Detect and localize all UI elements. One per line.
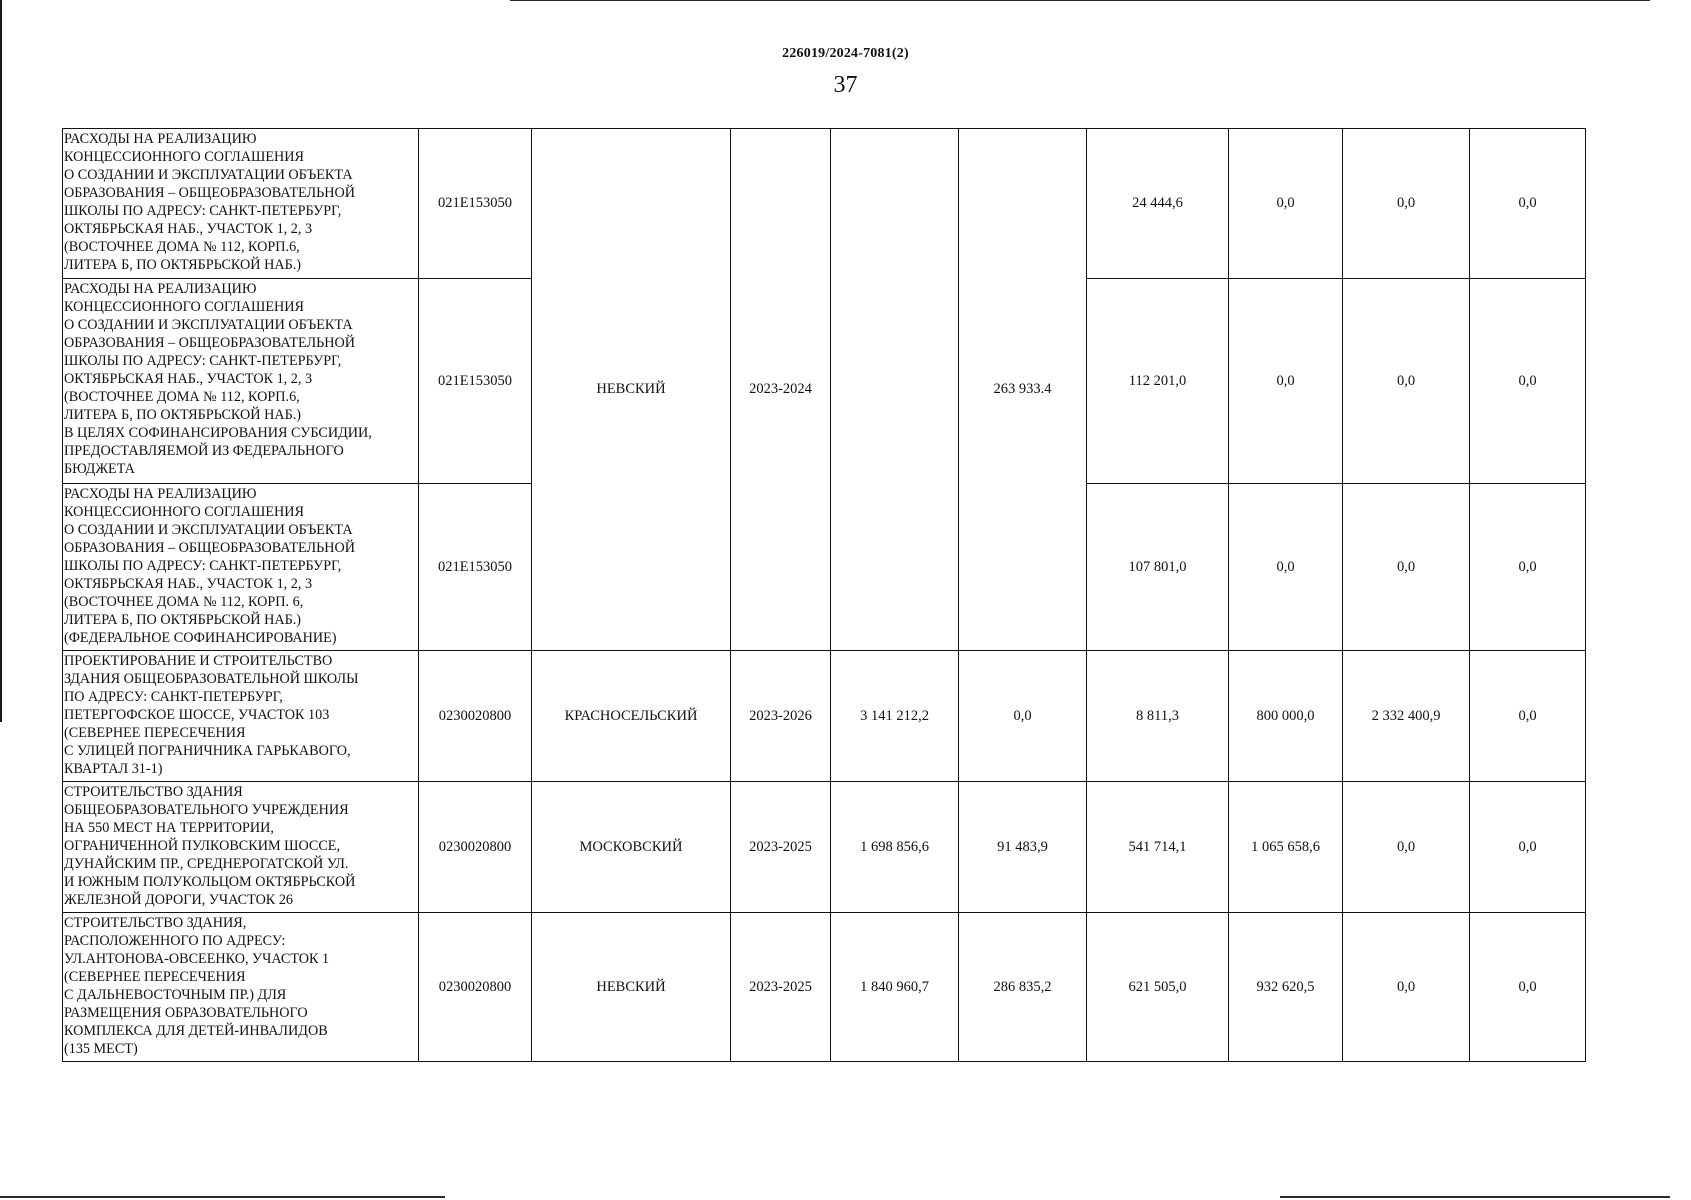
name-line: ОКТЯБРЬСКАЯ НАБ., УЧАСТОК 1, 2, 3 [64,371,313,388]
name-line: И ЮЖНЫМ ПОЛУКОЛЬЦОМ ОКТЯБРЬСКОЙ [64,874,356,891]
name-line: СТРОИТЕЛЬСТВО ЗДАНИЯ, [64,915,247,931]
district-cell: МОСКОВСКИЙ [532,782,731,913]
value-2025-cell: 0,0 [1229,129,1343,279]
years-cell: 2023-2026 [731,651,831,782]
financed-cell: 263 933.4 [959,129,1087,651]
district-cell: КРАСНОСЕЛЬСКИЙ [532,651,731,782]
name-line: ОБРАЗОВАНИЯ – ОБЩЕОБРАЗОВАТЕЛЬНОЙ [64,185,355,202]
value-2026-cell: 0,0 [1343,782,1470,913]
name-line: С УЛИЦЕЙ ПОГРАНИЧНИКА ГАРЬКАВОГО, [64,743,351,760]
total-cost-cell: 1 698 856,6 [831,782,959,913]
value-2027-cell: 0,0 [1470,279,1586,484]
name-line: ЗДАНИЯ ОБЩЕОБРАЗОВАТЕЛЬНОЙ ШКОЛЫ [64,671,359,688]
name-line: РАСХОДЫ НА РЕАЛИЗАЦИЮ [64,486,257,502]
name-line: ЛИТЕРА Б, ПО ОКТЯБРЬСКОЙ НАБ.) [64,407,301,424]
name-line: ОБРАЗОВАНИЯ – ОБЩЕОБРАЗОВАТЕЛЬНОЙ [64,540,355,557]
row-name-cell [63,279,419,484]
code-cell: 021E153050 [419,279,532,484]
name-line: РАСХОДЫ НА РЕАЛИЗАЦИЮ [64,281,257,297]
name-line: ПО АДРЕСУ: САНКТ-ПЕТЕРБУРГ, [64,689,283,706]
name-line: О СОЗДАНИИ И ЭКСПЛУАТАЦИИ ОБЪЕКТА [64,522,353,539]
name-line: (СЕВЕРНЕЕ ПЕРЕСЕЧЕНИЯ [64,725,246,742]
value-2024-cell: 24 444,6 [1087,129,1229,279]
name-line: РАСПОЛОЖЕННОГО ПО АДРЕСУ: [64,933,286,950]
name-line: ОГРАНИЧЕННОЙ ПУЛКОВСКИМ ШОССЕ, [64,838,341,855]
years-cell: 2023-2025 [731,782,831,913]
document-number: 226019/2024-7081(2) [782,46,909,61]
total-cost-cell [831,129,959,651]
name-line: ЖЕЛЕЗНОЙ ДОРОГИ, УЧАСТОК 26 [64,892,294,909]
value-2025-cell: 0,0 [1229,279,1343,484]
name-line: КВАРТАЛ 31-1) [64,761,163,778]
value-2027-cell: 0,0 [1470,651,1586,782]
name-line: СТРОИТЕЛЬСТВО ЗДАНИЯ [64,784,243,800]
code-cell: 021E153050 [419,484,532,651]
name-line: О СОЗДАНИИ И ЭКСПЛУАТАЦИИ ОБЪЕКТА [64,167,353,184]
value-2024-cell: 107 801,0 [1087,484,1229,651]
name-line: ОБРАЗОВАНИЯ – ОБЩЕОБРАЗОВАТЕЛЬНОЙ [64,335,355,352]
name-line: ЛИТЕРА Б, ПО ОКТЯБРЬСКОЙ НАБ.) [64,257,301,274]
scan-bottom-rule-right [1280,1196,1670,1198]
years-cell: 2023-2024 [731,129,831,651]
table-row [63,129,1586,279]
name-line: УЛ.АНТОНОВА-ОВСЕЕНКО, УЧАСТОК 1 [64,951,330,968]
value-2026-cell: 0,0 [1343,484,1470,651]
name-line: БЮДЖЕТА [64,461,135,478]
name-line: ОКТЯБРЬСКАЯ НАБ., УЧАСТОК 1, 2, 3 [64,221,313,238]
row-name-cell [63,651,419,782]
name-line: ПРОЕКТИРОВАНИЕ И СТРОИТЕЛЬСТВО [64,653,333,669]
district-cell: НЕВСКИЙ [532,129,731,651]
name-line: (СЕВЕРНЕЕ ПЕРЕСЕЧЕНИЯ [64,969,246,986]
code-cell: 0230020800 [419,913,532,1062]
name-line: КОНЦЕССИОННОГО СОГЛАШЕНИЯ [64,149,304,166]
total-cost-cell: 1 840 960,7 [831,913,959,1062]
name-line: КОМПЛЕКСА ДЛЯ ДЕТЕЙ-ИНВАЛИДОВ [64,1023,328,1040]
scan-bottom-rule-left [0,1196,445,1198]
name-line: (ВОСТОЧНЕЕ ДОМА № 112, КОРП. 6, [64,594,304,611]
value-2024-cell: 112 201,0 [1087,279,1229,484]
value-2024-cell: 8 811,3 [1087,651,1229,782]
name-line: ПРЕДОСТАВЛЯЕМОЙ ИЗ ФЕДЕРАЛЬНОГО [64,443,344,460]
row-name-cell [63,782,419,913]
years-cell: 2023-2025 [731,913,831,1062]
value-2027-cell: 0,0 [1470,129,1586,279]
table-row [63,782,1586,913]
name-line: НА 550 МЕСТ НА ТЕРРИТОРИИ, [64,820,274,837]
name-line: ШКОЛЫ ПО АДРЕСУ: САНКТ-ПЕТЕРБУРГ, [64,558,342,575]
name-line: ЛИТЕРА Б, ПО ОКТЯБРЬСКОЙ НАБ.) [64,612,301,629]
name-line: С ДАЛЬНЕВОСТОЧНЫМ ПР.) ДЛЯ [64,987,287,1004]
row-name-cell [63,484,419,651]
name-line: (ВОСТОЧНЕЕ ДОМА № 112, КОРП.6, [64,389,300,406]
value-2026-cell: 0,0 [1343,913,1470,1062]
name-line: КОНЦЕССИОННОГО СОГЛАШЕНИЯ [64,504,304,521]
page-number: 37 [833,72,858,98]
table-row [63,913,1586,1062]
total-cost-cell: 3 141 212,2 [831,651,959,782]
name-line: О СОЗДАНИИ И ЭКСПЛУАТАЦИИ ОБЪЕКТА [64,317,353,334]
value-2027-cell: 0,0 [1470,913,1586,1062]
financed-cell: 286 835,2 [959,913,1087,1062]
name-line: ПЕТЕРГОФСКОЕ ШОССЕ, УЧАСТОК 103 [64,707,330,724]
budget-table [62,128,1586,1062]
name-line: ОБЩЕОБРАЗОВАТЕЛЬНОГО УЧРЕЖДЕНИЯ [64,802,349,819]
name-line: ДУНАЙСКИМ ПР., СРЕДНЕРОГАТСКОЙ УЛ. [64,856,349,873]
name-line: В ЦЕЛЯХ СОФИНАНСИРОВАНИЯ СУБСИДИИ, [64,425,372,442]
value-2026-cell: 0,0 [1343,129,1470,279]
name-line: РАЗМЕЩЕНИЯ ОБРАЗОВАТЕЛЬНОГО [64,1005,308,1022]
value-2025-cell: 0,0 [1229,484,1343,651]
name-line: КОНЦЕССИОННОГО СОГЛАШЕНИЯ [64,299,304,316]
code-cell: 0230020800 [419,782,532,913]
table-row [63,651,1586,782]
value-2025-cell: 932 620,5 [1229,913,1343,1062]
scan-top-rule [510,0,1650,1]
name-line: ШКОЛЫ ПО АДРЕСУ: САНКТ-ПЕТЕРБУРГ, [64,203,342,220]
value-2024-cell: 541 714,1 [1087,782,1229,913]
scan-left-edge [0,0,2,722]
name-line: (ВОСТОЧНЕЕ ДОМА № 112, КОРП.6, [64,239,300,256]
name-line: (135 МЕСТ) [64,1041,138,1058]
value-2026-cell: 2 332 400,9 [1343,651,1470,782]
value-2027-cell: 0,0 [1470,484,1586,651]
row-name-cell [63,913,419,1062]
name-line: ОКТЯБРЬСКАЯ НАБ., УЧАСТОК 1, 2, 3 [64,576,313,593]
name-line: (ФЕДЕРАЛЬНОЕ СОФИНАНСИРОВАНИЕ) [64,630,337,647]
name-line: ШКОЛЫ ПО АДРЕСУ: САНКТ-ПЕТЕРБУРГ, [64,353,342,370]
value-2025-cell: 800 000,0 [1229,651,1343,782]
value-2024-cell: 621 505,0 [1087,913,1229,1062]
code-cell: 0230020800 [419,651,532,782]
value-2026-cell: 0,0 [1343,279,1470,484]
financed-cell: 91 483,9 [959,782,1087,913]
value-2025-cell: 1 065 658,6 [1229,782,1343,913]
district-cell: НЕВСКИЙ [532,913,731,1062]
value-2027-cell: 0,0 [1470,782,1586,913]
row-name-cell [63,129,419,279]
name-line: РАСХОДЫ НА РЕАЛИЗАЦИЮ [64,131,257,147]
financed-cell: 0,0 [959,651,1087,782]
code-cell: 021E153050 [419,129,532,279]
